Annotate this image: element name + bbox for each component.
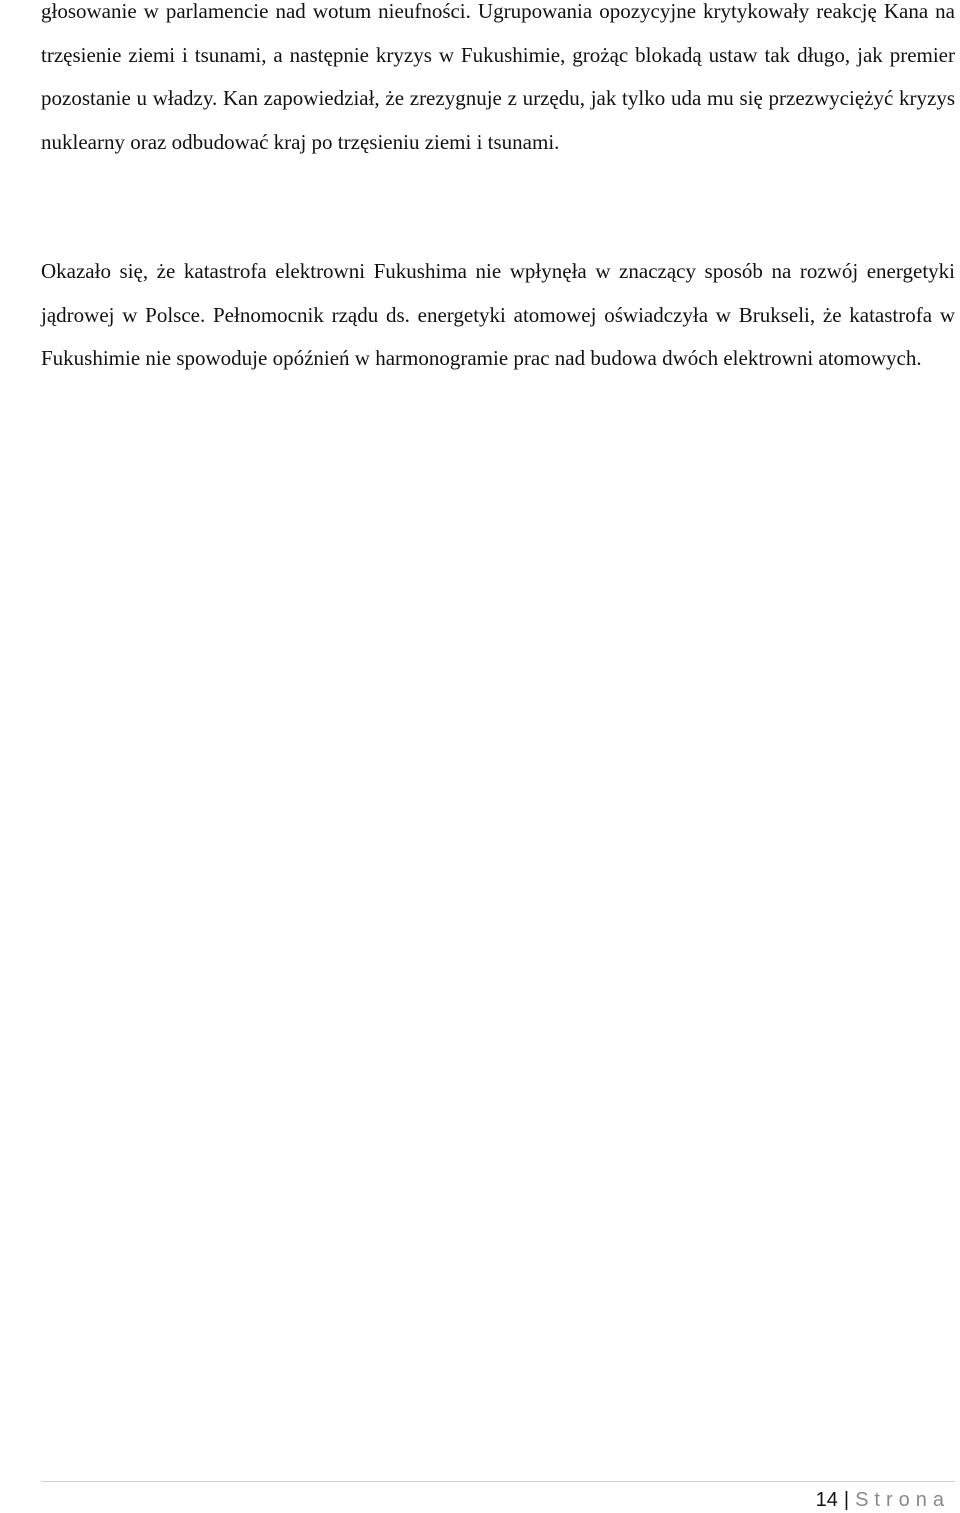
page-number: 14 xyxy=(815,1489,838,1511)
footer-divider xyxy=(41,1481,955,1482)
page-label: Strona xyxy=(855,1489,950,1511)
page-footer xyxy=(816,1487,950,1513)
paragraph-1: głosowanie w parlamencie nad wotum nieufności. Ugrupowania opozycyjne krytykowały reakcję Kana na trzęsienie ziemi i tsunami, a następnie kryzys w Fukushimie, grożąc blokadą ustaw tak długo, jak premier pozostanie u władzy. Kan zapowiedział, że zrezygnuje z urzędu, jak tylko uda mu się przezwyciężyć kryzys nuklearny oraz odbudować kraj po trzęsieniu ziemi i tsunami. xyxy=(41,0,955,154)
paragraph-2: Okazało się, że katastrofa elektrowni Fukushima nie wpłynęła w znaczący sposób na rozwój energetyki jądrowej w Polsce. Pełnomocnik rządu ds. energetyki atomowej oświadczyła w Brukseli, że katastrofa w Fukushimie nie spowoduje opóźnień w harmonogramie prac nad budowa dwóch elektrowni atomowych. xyxy=(41,259,955,370)
footer-separator: | xyxy=(843,1489,850,1511)
